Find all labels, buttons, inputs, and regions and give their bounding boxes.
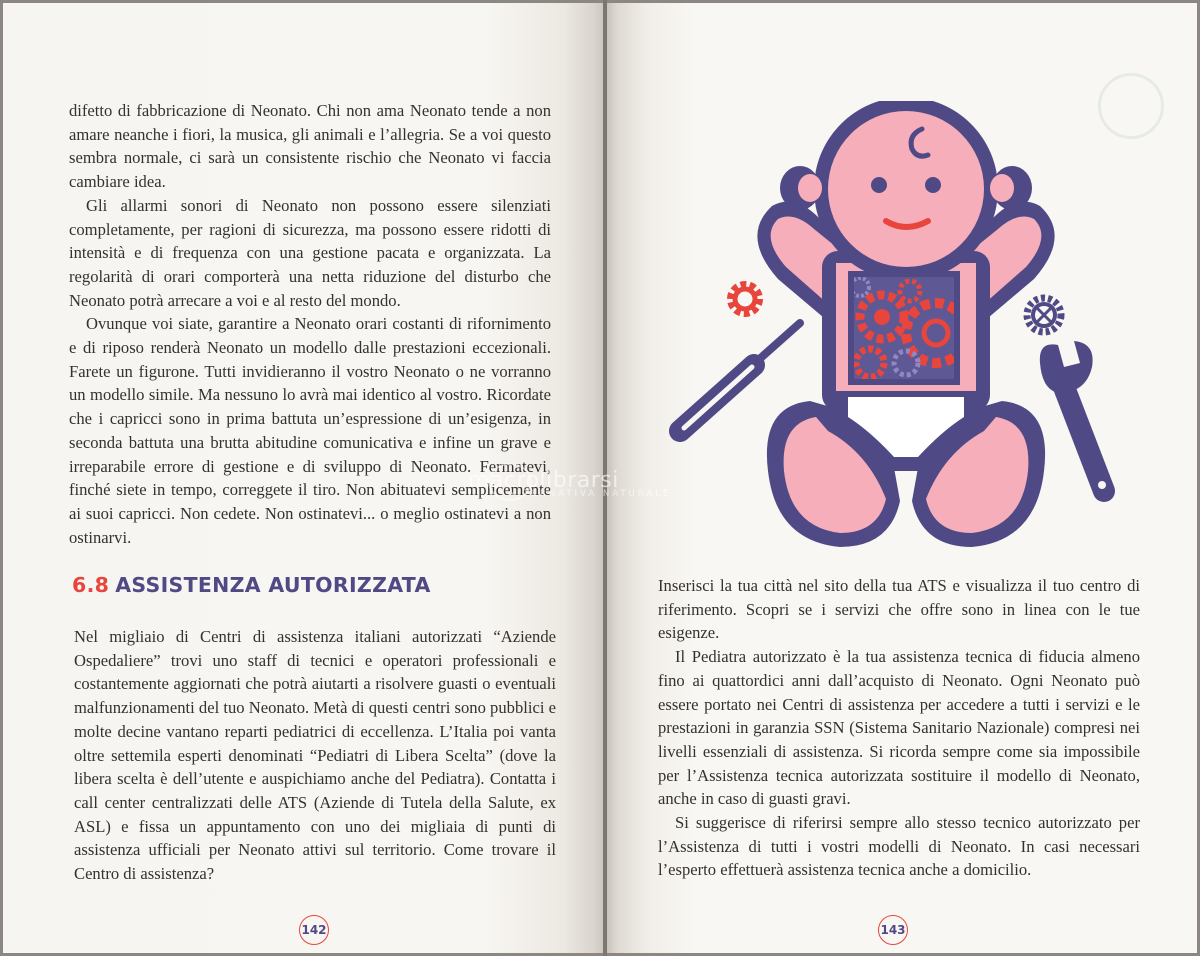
chest-gears — [851, 277, 966, 379]
paragraph: Ovunque voi siate, garantire a Neonato orari costanti di rifornimento e di riposo renderà Neonato un modello dalle prestazioni eccezionali. Farete un figurone. Tutti invidieranno il vostro Neonato o ne vorranno un modello simile. Ma nessuno lo avrà mai identico al vostro. Ricordate che i capricci sono in prima battuta un’espressione di un’esigenza, in seconda battuta una brutta abitudine comunicativa e infine un grave e irreparabile errore di gestione e di sviluppo di Neonato. Fermatevi, finché siete in tempo, correggete il tiro. Non abituatevi semplicemente ai suoi capricci. Non cedete. Non ostinatevi... o meglio ostinatevi a non ostinarvi. — [69, 314, 551, 547]
red-gear-icon — [731, 285, 759, 313]
paragraph: Inserisci la tua città nel sito della tua ATS e visualizza il tuo centro di riferimento. Scopri se i servizi che offre sono in linea con le tue esigenze. — [658, 576, 1140, 643]
left-page — [3, 3, 606, 953]
baby-robot-with-tools-illustration — [660, 101, 1130, 556]
page-number-right: 143 — [878, 915, 908, 945]
left-ear — [798, 174, 822, 202]
section-title: ASSISTENZA AUTORIZZATA — [115, 573, 431, 597]
right-page-body — [658, 574, 1140, 882]
paragraph: difetto di fabbricazione di Neonato. Chi non ama Neonato tende a non amare neanche i fiori, la musica, gli animali e l’allegria. Se a voi questo sembra normale, ci sarà un consistente rischio che Neonato vi faccia cambiare idea. — [69, 101, 551, 192]
right-page — [606, 3, 1197, 953]
book-gutter — [603, 0, 607, 956]
page-number-left: 142 — [299, 915, 329, 945]
paragraph: Gli allarmi sonori di Neonato non possono essere silenziati completamente, per ragioni di sicurezza, ma possono essere ridotti di intensità e di frequenza con una gestione pacata e organizzata. La regolarità di orari comporterà una netta riduzione del disturbo che Neonato potrà arrecare a voi e al resto del mondo. — [69, 195, 551, 310]
wrench-icon — [1040, 341, 1106, 491]
right-ear — [990, 174, 1014, 202]
right-eye — [925, 177, 941, 193]
watermark-subtext: ALTERNATIVA NATURALE — [508, 489, 672, 499]
paragraph: Il Pediatra autorizzato è la tua assistenza tecnica di fiducia almeno fino ai quattordici anni dall’acquisto di Neonato. Ogni Neonato può essere portato nei Centri di assistenza per accedere a tutti i servizi e le prestazioni in garanzia SSN (Sistema Sanitario Nazionale) compresi nei livelli essenziali di assistenza. Si ricorda sempre come sia impossibile per l’Assistenza tecnica autorizzata sostituire il modello di Neonato, anche in caso di guasti gravi. — [658, 647, 1140, 809]
paragraph: Nel migliaio di Centri di assistenza italiani autorizzati “Aziende Ospedaliere” trovi uno staff di tecnici e operatori professionali e costantemente aggiornati che potrà aiutarti a risolvere guasti o eventuali malfunzionamenti del tuo Neonato. Metà di questi centri sono pubblici e molte decine vantano reparti pediatrici di eccellenza. L’Italia poi vanta oltre settemila esperti denominati “Pediatri di Libera Scelta” (dove la libera scelta è dell’utente e auspichiamo anche del Pediatra). Contatta i call center centralizzati delle ATS (Aziende di Tutela della Salute, ex ASL) e fissa un appuntamento con uno dei migliaia di punti di assistenza ufficiali per Neonato attivi sul territorio. Come trovare il Centro di assistenza? — [74, 627, 556, 884]
paragraph: Si suggerisce di riferirsi sempre allo stesso tecnico autorizzato per l’Assistenza di tutti i vostri modelli di Neonato. In casi necessari l’esperto effettuerà assistenza tecnica anche a domicilio. — [658, 813, 1140, 880]
left-page-body-top — [69, 99, 551, 549]
watermark-text: macrolibrarsi — [468, 468, 619, 493]
left-eye — [871, 177, 887, 193]
head — [828, 111, 984, 267]
navy-gear-icon — [1027, 298, 1061, 332]
section-heading — [72, 573, 552, 597]
section-number: 6.8 — [72, 573, 110, 597]
left-page-body-bottom — [74, 625, 556, 886]
